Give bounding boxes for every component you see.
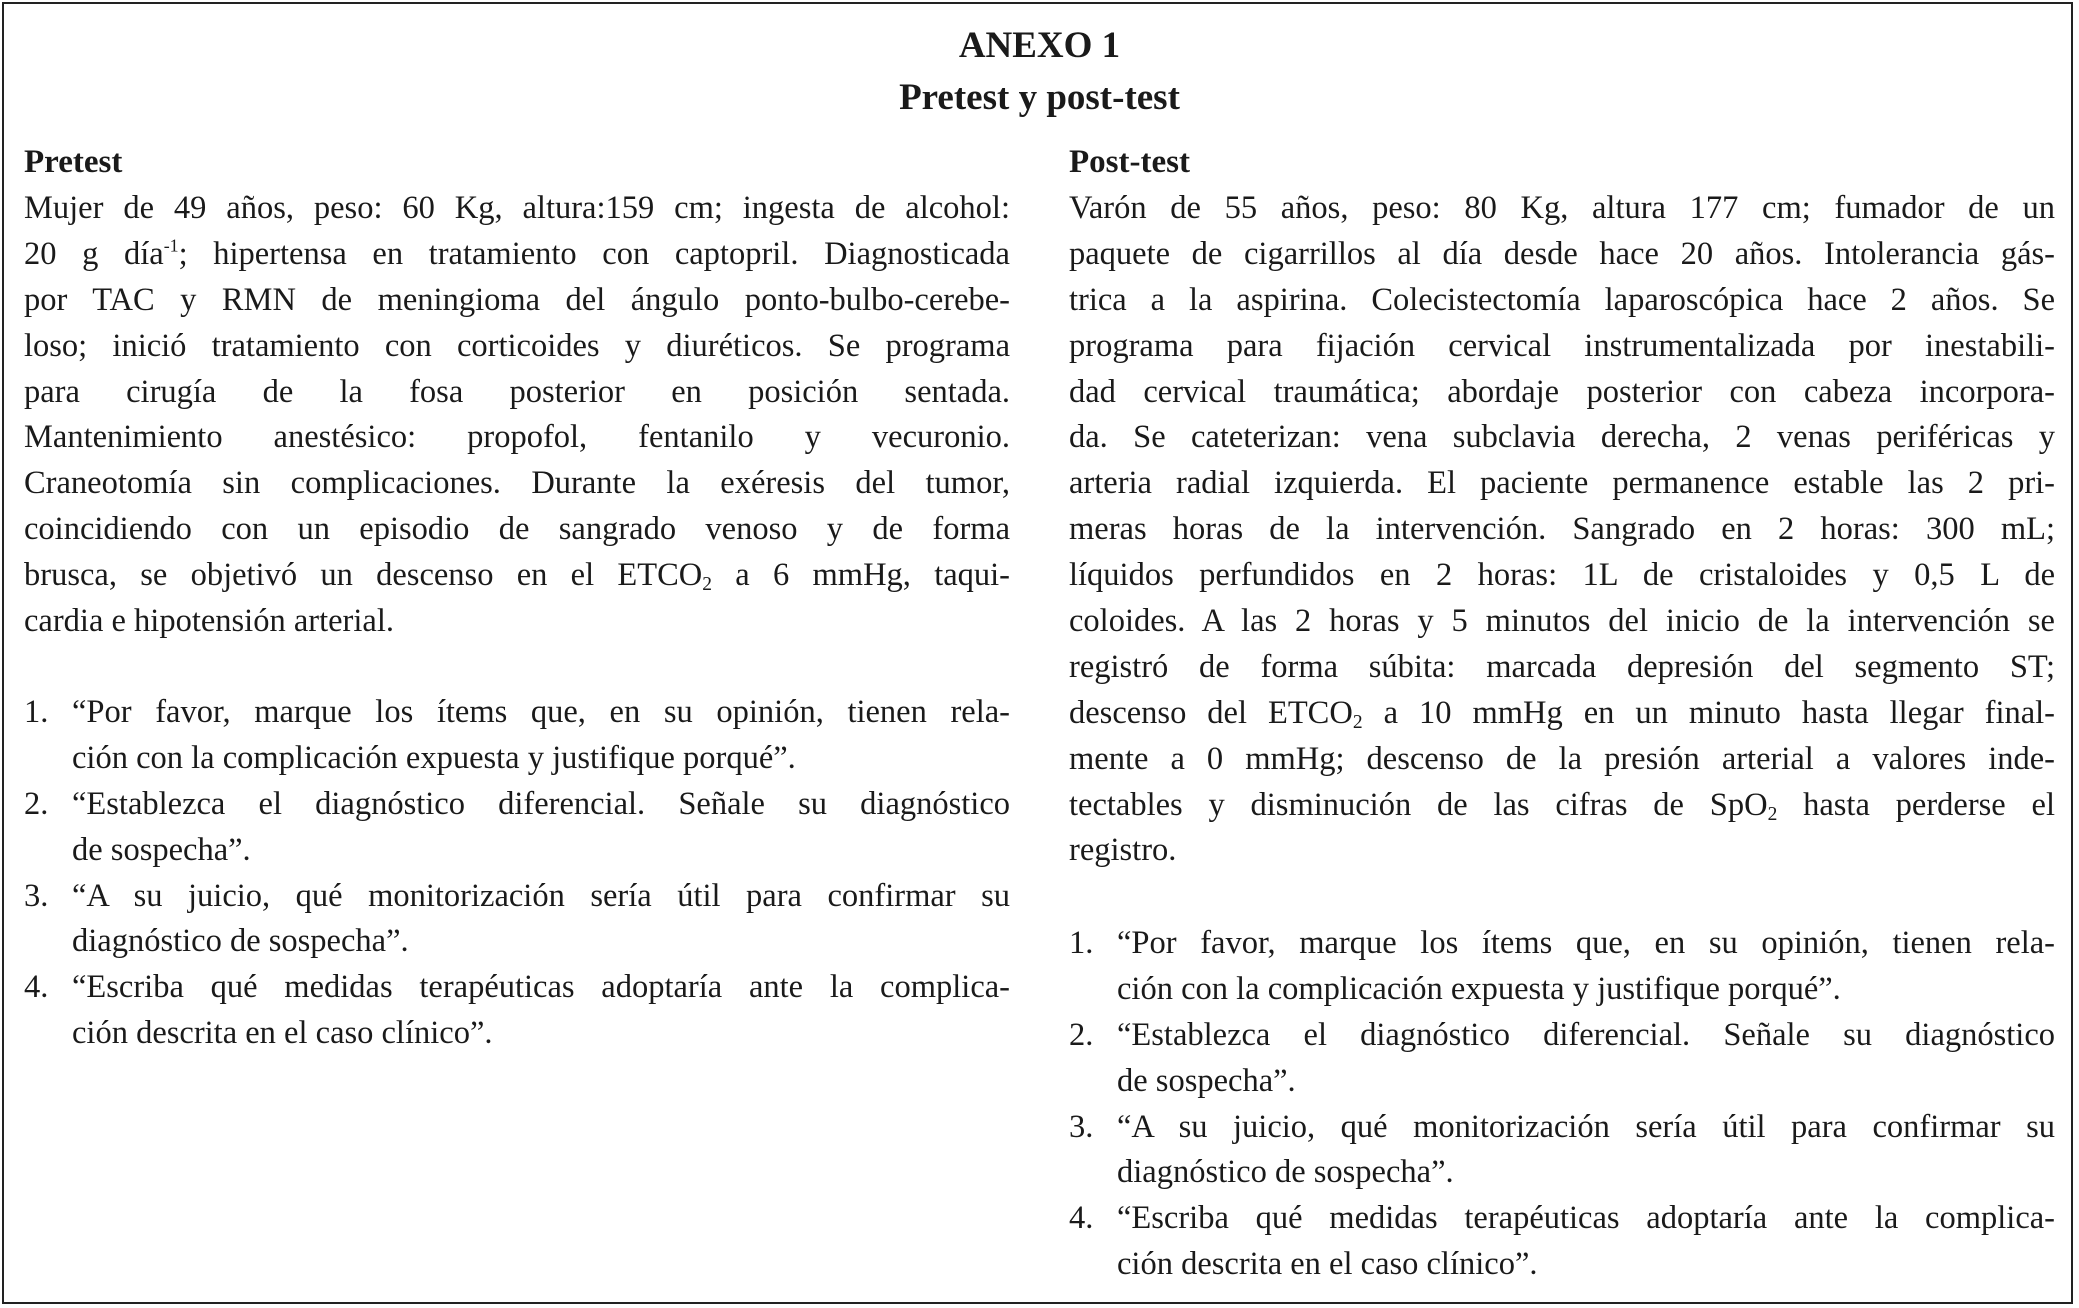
text-line: “A su juicio, qué monitorización sería útil para confirmar su (1117, 1108, 2055, 1145)
question-number: 1. (24, 694, 49, 730)
annex-title: ANEXO 1 (958, 25, 1121, 66)
question-item (1069, 1013, 2055, 1105)
text-segment: descenso del ETCO (1069, 694, 1353, 731)
text-line: trica a la aspirina. Colecistectomía laparoscópica hace 2 años. Se (1069, 281, 2055, 318)
text-line: por TAC y RMN de meningioma del ángulo ponto-bulbo-cerebe- (24, 281, 1010, 318)
text-line: diagnóstico de sospecha”. (72, 923, 409, 960)
text-line: ción descrita en el caso clínico”. (72, 1015, 493, 1052)
question-number: 3. (24, 877, 49, 914)
question-number: 2. (24, 785, 49, 822)
text-segment: a 6 mmHg, taqui- (712, 557, 1010, 594)
question-item (1069, 1196, 2055, 1288)
text-line: paquete de cigarrillos al día desde hace 20 años. Intolerancia gás- (1069, 235, 2055, 272)
text-segment: tectables y disminución de las cifras de SpO (1069, 786, 1768, 823)
text-line: líquidos perfundidos en 2 horas: 1L de cristaloides y 0,5 L de (1069, 557, 2055, 594)
question-number: 4. (1069, 1200, 1094, 1237)
subscript: 2 (702, 574, 713, 595)
text-line: “Escriba qué medidas terapéuticas adoptaría ante la complica- (72, 969, 1010, 1006)
text-line: ción descrita en el caso clínico”. (1117, 1246, 1538, 1283)
text-line: cardia e hipotensión arterial. (24, 603, 394, 640)
text-line: arteria radial izquierda. El paciente permanence estable las 2 pri- (1069, 465, 2055, 502)
text-line: Mujer de 49 años, peso: 60 Kg, altura:159 cm; ingesta de alcohol: (24, 190, 1010, 226)
question-item (24, 874, 1010, 966)
annex-subtitle: Pretest y post-test (899, 77, 1180, 118)
text-line: ción con la complicación expuesta y justifique porqué”. (1117, 970, 1841, 1007)
text-line: programa para fijación cervical instrumentalizada por inestabili- (1069, 327, 2055, 364)
text-line: para cirugía de la fosa posterior en posición sentada. (24, 373, 1010, 410)
text-line: diagnóstico de sospecha”. (1117, 1154, 1454, 1191)
text-line (24, 232, 1010, 278)
text-line: “A su juicio, qué monitorización sería útil para confirmar su (72, 877, 1010, 914)
text-line: Varón de 55 años, peso: 80 Kg, altura 177 cm; fumador de un (1069, 190, 2055, 226)
subscript: 2 (1767, 803, 1778, 825)
text-line: “Escriba qué medidas terapéuticas adoptaría ante la complica- (1117, 1200, 2055, 1237)
pretest-heading: Pretest (24, 144, 123, 180)
text-segment: brusca, se objetivó un descenso en el ETCO (24, 557, 703, 594)
text-segment: a 10 mmHg en un minuto hasta llegar final- (1362, 694, 2055, 731)
text-line: “Establezca el diagnóstico diferencial. Señale su diagnóstico (72, 785, 1010, 822)
text-segment: 20 g día (24, 235, 164, 272)
text-line: registró de forma súbita: marcada depresión del segmento ST; (1069, 648, 2055, 685)
text-line: coloides. A las 2 horas y 5 minutos del inicio de la intervención se (1069, 603, 2055, 640)
subscript: 2 (1352, 711, 1363, 733)
posttest-heading: Post-test (1069, 144, 1190, 180)
text-line: meras horas de la intervención. Sangrado en 2 horas: 300 mL; (1069, 511, 2055, 548)
text-line: de sospecha”. (1117, 1062, 1296, 1099)
question-number: 3. (1069, 1108, 1094, 1145)
text-line: de sospecha”. (72, 831, 251, 868)
question-number: 4. (24, 969, 49, 1006)
text-line: da. Se cateterizan: vena subclavia derecha, 2 venas periféricas y (1069, 419, 2055, 456)
posttest-questions (1069, 921, 2055, 1288)
text-line: loso; inició tratamiento con corticoides y diuréticos. Se programa (24, 327, 1010, 364)
pretest-case-text (24, 186, 1010, 645)
supscript: -1 (163, 235, 179, 256)
text-line: ción con la complicación expuesta y justifique porqué”. (72, 739, 796, 776)
text-line: coincidiendo con un episodio de sangrado venoso y de forma (24, 511, 1010, 548)
question-item (1069, 1105, 2055, 1197)
question-item (24, 690, 1010, 782)
question-number: 2. (1069, 1016, 1094, 1053)
text-segment: ; hipertensa en tratamiento con captopril. Diagnosticada (178, 235, 1010, 272)
question-item (24, 965, 1010, 1057)
text-line: dad cervical traumática; abordaje posterior con cabeza incorpora- (1069, 373, 2055, 410)
question-item (24, 782, 1010, 874)
pretest-questions (24, 690, 1010, 1057)
text-line: “Por favor, marque los ítems que, en su opinión, tienen rela- (72, 694, 1010, 730)
text-line: “Por favor, marque los ítems que, en su opinión, tienen rela- (1117, 925, 2055, 961)
text-line: registro. (1069, 832, 1177, 869)
text-line: mente a 0 mmHg; descenso de la presión arterial a valores inde- (1069, 740, 2055, 777)
text-line: Craneotomía sin complicaciones. Durante la exéresis del tumor, (24, 465, 1010, 502)
question-item (1069, 921, 2055, 1013)
question-number: 1. (1069, 925, 1094, 961)
text-line: “Establezca el diagnóstico diferencial. Señale su diagnóstico (1117, 1016, 2055, 1053)
text-line: Mantenimiento anestésico: propofol, fentanilo y vecuronio. (24, 419, 1010, 456)
text-line (24, 553, 1010, 599)
text-line (1069, 691, 2055, 737)
text-line (1069, 783, 2055, 829)
text-segment: hasta perderse el (1777, 786, 2055, 823)
posttest-case-text (1069, 186, 2055, 874)
